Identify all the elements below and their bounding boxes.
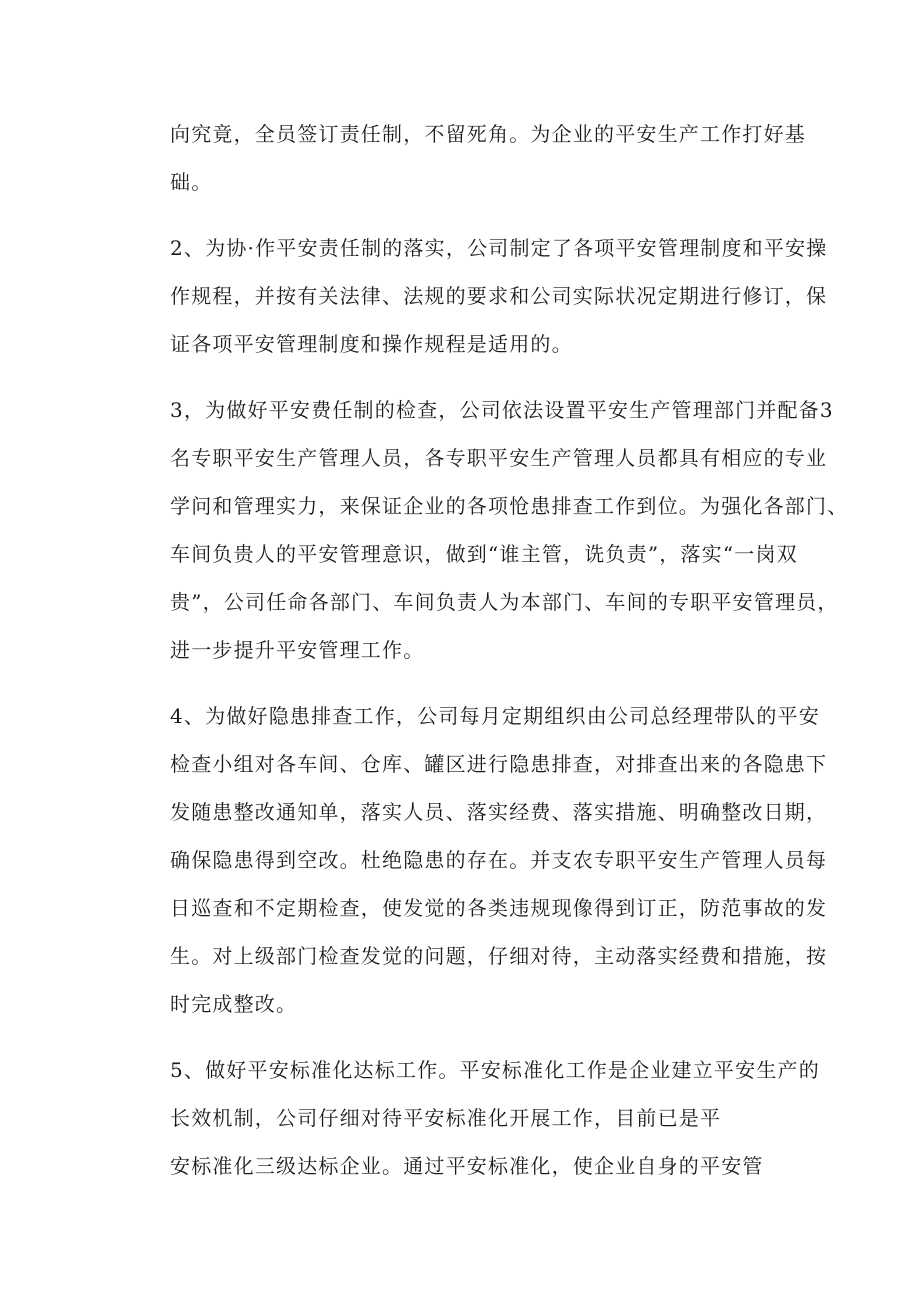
- paragraph-4-line-2: 检查小组对各车间、仓库、罐区进行隐患排查，对排查出来的各隐患下: [170, 752, 828, 776]
- paragraph-2-line-2: 作规程，并按有关法律、法规的要求和公司实际状况定期进行修订，保: [170, 284, 828, 308]
- paragraph-1-line-1: 向究竟，全员签订责任制，不留死角。为企业的平安生产工作打好基: [170, 122, 806, 146]
- paragraph-3-line-4: 车间负贵人的平安管理意识，做到“谁主管，诜负责”，落实“一岗双: [170, 542, 798, 566]
- paragraph-3-line-1: 3，为做好平安费任制的检查，公司依法设置平安生产管理部门并配备3: [170, 398, 834, 422]
- paragraph-2-line-3: 证各项平安管理制度和操作规程是适用的。: [170, 332, 573, 356]
- paragraph-5-line-2: 长效机制，公司仔细对待平安标准化开展工作，目前已是平: [170, 1106, 722, 1130]
- paragraph-4-line-5: 日巡查和不定期检查，使发觉的各类违规现像得到订正，防范事故的发: [170, 896, 828, 920]
- paragraph-4-line-7: 时完成整改。: [170, 992, 298, 1016]
- paragraph-1-line-2: 础。: [170, 170, 213, 194]
- paragraph-4-line-4: 确保隐患得到空改。杜绝隐患的存在。并支农专职平安生产管理人员每: [170, 848, 828, 872]
- paragraph-3-line-3: 学问和管理实力，来保证企业的各项怆患排查工作到位。为强化各部门、: [170, 494, 849, 518]
- paragraph-5-line-3: 安标准化三级达标企业。通过平安标准化，使企业自身的平安管: [170, 1154, 764, 1178]
- paragraph-4-line-6: 生。对上级部门检查发觉的问题，仔细对待，主动落实经费和措施，按: [170, 944, 828, 968]
- paragraph-2-line-1: 2、为协·作平安责任制的落实，公司制定了各项平安管理制度和平安操: [170, 236, 828, 260]
- paragraph-4-line-3: 发随患整改通知单，落实人员、落实经费、落实措施、明确整改日期，: [170, 800, 828, 824]
- paragraph-4-line-1: 4、为做好隐患排查工作，公司每月定期组织由公司总经理带队的平安: [170, 704, 820, 728]
- paragraph-3-line-6: 进一步提升平安管理工作。: [170, 638, 425, 662]
- paragraph-5-line-1: 5、做好平安标准化达标工作。平安标准化工作是企业建立平安生产的: [170, 1058, 820, 1082]
- paragraph-3-line-2: 名专职平安生产管理人员，各专职平安生产管理人员都具有相应的专业: [170, 446, 828, 470]
- paragraph-3-line-5: 贵”，公司任命各部门、车间负责人为本部门、车间的专职平安管理员，: [170, 590, 839, 614]
